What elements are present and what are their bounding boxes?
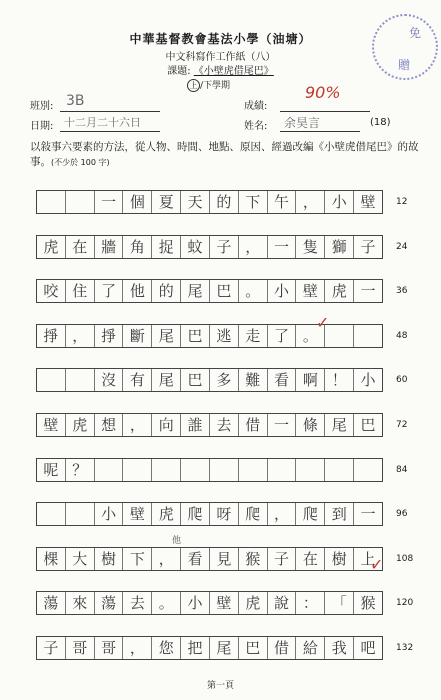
grid-cell: 蚊 <box>181 236 210 258</box>
row-count: 36 <box>396 286 408 297</box>
grid-cell: 壁 <box>210 592 239 614</box>
grid-cell: 掙 <box>95 325 124 347</box>
grid-cell: 掙 <box>37 325 66 347</box>
grid-cell: 小 <box>325 191 354 213</box>
grid-cell: 夏 <box>152 191 181 213</box>
stamp-char-2: 贈 <box>398 58 411 72</box>
grid-cell: 小 <box>360 371 376 390</box>
grid-cell: 小 <box>181 592 210 614</box>
grid-cell: 捉 <box>152 236 181 258</box>
grid-cell: 他 <box>123 280 152 302</box>
grid-cell: 走 <box>239 325 268 347</box>
grid-row <box>36 235 383 259</box>
grid-cell: 哥 <box>66 637 95 659</box>
grid-cell: ， <box>66 325 95 347</box>
grid-cell: 說 <box>268 592 297 614</box>
row-count: 120 <box>396 598 414 609</box>
grid-row <box>36 458 383 482</box>
grid-cell: 子 <box>360 237 376 256</box>
row-count: 72 <box>396 420 408 430</box>
grid-cell: 樹 <box>325 548 354 570</box>
grid-cell: 子 <box>37 637 66 659</box>
grid-cell: 虎 <box>325 280 354 302</box>
grid-cell: 壁 <box>123 503 152 525</box>
row-count: 24 <box>396 241 408 252</box>
score-mark: 90% <box>305 83 341 102</box>
grid-cell <box>239 459 268 481</box>
grid-cell: 個 <box>123 191 152 213</box>
grid-row <box>36 591 383 615</box>
grid-cell <box>37 369 66 391</box>
grid-cell: 尾 <box>152 325 181 347</box>
grid-cell: 子 <box>268 548 297 570</box>
class-label: 班別: <box>30 101 54 112</box>
grid-cell <box>325 325 354 347</box>
grid-cell: 借 <box>239 414 268 436</box>
grid-cell: 下 <box>239 191 268 213</box>
grid-cell: 虎 <box>152 503 181 525</box>
grid-cell: ， <box>123 637 152 659</box>
grid-cell: 小 <box>268 280 297 302</box>
grid-cell <box>37 191 66 213</box>
grid-cell: 難 <box>239 369 268 391</box>
grid-cell: 見 <box>210 548 239 570</box>
date-value: 十二月二十六日 <box>64 116 141 129</box>
grade-label: 成績: <box>244 101 268 112</box>
grid-cell <box>95 459 124 481</box>
grid-cell: 了 <box>268 325 297 347</box>
topic-value: 《小壁虎借尾巴》 <box>193 66 274 77</box>
topic-label: 課題: <box>167 66 191 77</box>
grid-cell: 去 <box>123 592 152 614</box>
grid-cell: 一 <box>95 191 124 213</box>
grid-cell: 子 <box>210 236 239 258</box>
grid-cell: 巴 <box>210 280 239 302</box>
instruction-note: (不少於 100 字) <box>51 158 110 167</box>
grid-cell: 巴 <box>181 369 210 391</box>
grid-row <box>36 547 383 571</box>
grid-cell: 在 <box>296 548 325 570</box>
grid-cell: 小 <box>95 503 124 525</box>
school-stamp <box>372 14 438 80</box>
row-count: 132 <box>396 643 414 653</box>
grid-cell: 。 <box>296 325 325 347</box>
grid-cell: 午 <box>268 191 297 213</box>
term-indicator <box>187 78 230 92</box>
grid-cell <box>123 459 152 481</box>
grid-cell: 把 <box>181 637 210 659</box>
row-count: 48 <box>396 330 408 341</box>
grid-cell: 天 <box>181 191 210 213</box>
grid-cell: 一 <box>268 414 297 436</box>
grid-row <box>36 324 383 348</box>
grid-cell: ： <box>296 592 325 614</box>
worksheet-title: 中文科寫作工作紙（八） <box>165 52 276 63</box>
row-count: 84 <box>396 464 408 475</box>
date-label: 日期: <box>30 121 54 132</box>
grid-cell: ， <box>123 414 152 436</box>
grid-cell <box>37 503 66 525</box>
grid-cell: 去 <box>210 414 239 436</box>
grid-row <box>36 413 383 437</box>
grid-cell: 猴 <box>360 594 376 613</box>
grid-cell: 下 <box>123 548 152 570</box>
grid-cell: 。 <box>152 592 181 614</box>
grid-cell <box>66 191 95 213</box>
grid-cell: 逃 <box>210 325 239 347</box>
grid-cell: 虎 <box>239 592 268 614</box>
grid-cell: 虎 <box>66 414 95 436</box>
grid-cell: 角 <box>123 236 152 258</box>
grid-cell: 想 <box>95 414 124 436</box>
school-name: 中華基督教會基法小學（油塘） <box>129 32 312 46</box>
grid-cell: 咬 <box>37 280 66 302</box>
grid-cell: 斷 <box>123 325 152 347</box>
grid-cell: ！ <box>325 369 354 391</box>
grid-cell: 條 <box>296 414 325 436</box>
grid-cell: 爬 <box>181 503 210 525</box>
grid-row <box>36 502 383 526</box>
grid-cell: ， <box>296 191 325 213</box>
grid-cell: 一 <box>360 505 376 524</box>
grid-cell: 到 <box>325 503 354 525</box>
grid-cell: 壁 <box>37 414 66 436</box>
grid-cell: 吧 <box>360 639 376 657</box>
grid-cell: 蕩 <box>95 592 124 614</box>
correction-mark: ✓ <box>316 313 330 332</box>
grid-cell: 「 <box>325 592 354 614</box>
grid-cell: 壁 <box>360 193 376 211</box>
stamp-char-1: 免 <box>409 26 422 40</box>
grid-cell: 蕩 <box>37 592 66 614</box>
grid-cell: 了 <box>95 280 124 302</box>
page-footer: 第一頁 <box>206 681 234 691</box>
grid-cell: 哥 <box>95 637 124 659</box>
name-value: 余昊言 <box>284 116 321 130</box>
instruction-text <box>30 140 420 170</box>
grid-cell <box>354 459 382 481</box>
grid-cell <box>325 459 354 481</box>
grid-cell <box>66 369 95 391</box>
grid-cell: 我 <box>325 637 354 659</box>
grid-row <box>36 279 383 303</box>
grid-cell: 呢 <box>37 459 66 481</box>
grid-row <box>36 190 383 214</box>
row-count: 12 <box>396 197 408 207</box>
grid-cell: 看 <box>181 548 210 570</box>
grid-cell: 虎 <box>37 236 66 258</box>
grid-cell: 隻 <box>296 236 325 258</box>
grid-cell: ， <box>152 548 181 570</box>
grid-cell: 您 <box>152 637 181 659</box>
grid-cell: ， <box>239 236 268 258</box>
grid-cell <box>181 459 210 481</box>
grid-cell: 一 <box>360 282 376 301</box>
grid-cell <box>210 459 239 481</box>
row-count: 60 <box>396 375 408 386</box>
grid-cell: 尾 <box>181 280 210 302</box>
grid-cell: 壁 <box>296 280 325 302</box>
name-label: 姓名: <box>244 121 268 132</box>
grid-row <box>36 636 383 660</box>
grid-cell: 沒 <box>95 369 124 391</box>
grid-cell: 的 <box>152 280 181 302</box>
grid-cell: 尾 <box>325 414 354 436</box>
grid-cell: 多 <box>210 369 239 391</box>
grid-cell: 尾 <box>210 637 239 659</box>
grid-cell: 樹 <box>95 548 124 570</box>
grid-cell: 一 <box>268 236 297 258</box>
grid-cell: 巴 <box>181 325 210 347</box>
grid-row <box>36 368 383 392</box>
term-circle: 上 <box>187 79 200 92</box>
grid-cell: 大 <box>66 548 95 570</box>
grid-cell: 在 <box>66 236 95 258</box>
grid-cell: 猴 <box>239 548 268 570</box>
grid-cell: 住 <box>66 280 95 302</box>
grid-cell: 棵 <box>37 548 66 570</box>
class-value: 3B <box>66 93 85 109</box>
topic-line <box>0 62 441 77</box>
grid-cell <box>66 503 95 525</box>
instruction-body: 以敍事六要素的方法，從人物、時間、地點、原因、經過改編《小壁虎借尾巴》的故事。 <box>30 141 419 168</box>
grid-cell <box>152 459 181 481</box>
grid-cell: 呀 <box>210 503 239 525</box>
grid-cell: ？ <box>66 459 95 481</box>
grid-cell: 牆 <box>95 236 124 258</box>
grid-cell: 的 <box>210 191 239 213</box>
grid-cell: 來 <box>66 592 95 614</box>
inserted-word: 他 <box>172 536 182 546</box>
grid-cell: 尾 <box>152 369 181 391</box>
grid-cell: 上 <box>360 549 376 568</box>
grid-cell: 有 <box>123 369 152 391</box>
grid-cell: 巴 <box>360 416 376 434</box>
grid-cell: ， <box>268 503 297 525</box>
grid-cell: 借 <box>268 637 297 659</box>
grid-cell: 看 <box>268 369 297 391</box>
term-rest: /下學期 <box>200 81 231 91</box>
grid-cell: 誰 <box>181 414 210 436</box>
student-number: (18) <box>370 117 391 128</box>
grid-cell: 。 <box>239 280 268 302</box>
grid-cell <box>354 325 382 347</box>
grid-cell <box>268 459 297 481</box>
grid-cell: 啊 <box>296 369 325 391</box>
grid-cell: 巴 <box>239 637 268 659</box>
grid-cell: 向 <box>152 414 181 436</box>
row-count: 108 <box>396 553 414 564</box>
correction-mark: ✓ <box>370 555 384 574</box>
row-count: 96 <box>396 509 408 520</box>
grid-cell: 給 <box>296 637 325 659</box>
grid-cell: 爬 <box>296 503 325 525</box>
grid-cell <box>296 459 325 481</box>
grid-cell: 爬 <box>239 503 268 525</box>
grid-cell: 獅 <box>325 236 354 258</box>
